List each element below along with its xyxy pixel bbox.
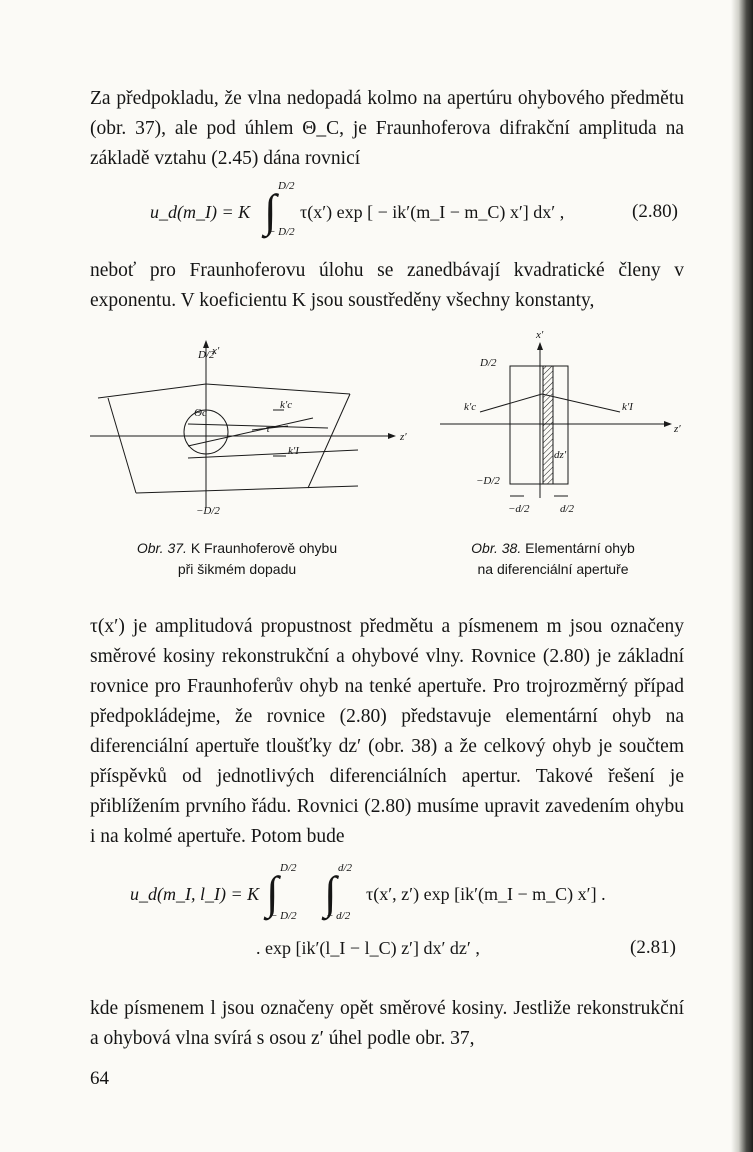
fig38-label-z: z′ bbox=[674, 423, 681, 435]
integral-sign-2: ∫ bbox=[324, 867, 337, 918]
fig38-differential-strip bbox=[543, 366, 553, 484]
figure-38-caption bbox=[418, 538, 688, 580]
paragraph-1 bbox=[90, 84, 684, 174]
integral-sign-1: ∫ bbox=[266, 867, 279, 918]
fig38-caption-line2: na diferenciální apertuře bbox=[477, 561, 629, 577]
eq-2-80-lhs: u_d(m_I) = K bbox=[150, 202, 251, 222]
figure-37 bbox=[88, 328, 418, 528]
fig37-label-top: D/2 bbox=[198, 349, 215, 361]
fig38-caption-num: Obr. 38. bbox=[471, 540, 522, 556]
eq-2-80-lower-limit: − D/2 bbox=[268, 226, 295, 238]
integral-sign: ∫ bbox=[264, 185, 277, 236]
fig38-label-dleft: −d/2 bbox=[508, 503, 530, 515]
paragraph-3-text: τ(x′) je amplitudová propustnost předmětu a písmenem m jsou označeny směrové kosiny rekonstrukční a ohybové vlny. Rovnice (2.80) je základní rovnice pro Fraunhoferův ohyb na tenké apertuře. Pro trojrozměrný případ předpokládejme, že rovnice (2.80) představuje elementární ohyb na diferenciální apertuře tloušťky dz′ (obr. 38) a že celkový ohyb je součtem příspěvků od jednotlivých diferenciálních apertur. Takové řešení je přiblížením prvního řádu. Rovnici (2.80) musíme upravit zavedením ohybu i na kolmé apertuře. Potom bude bbox=[90, 616, 684, 847]
eq-2-81-number: (2.81) bbox=[630, 937, 676, 958]
eq-2-80-integrand: τ(x′) exp [ − ik′(m_I − m_C) x′] dx′ , bbox=[300, 202, 565, 222]
fig38-caption-line1: Elementární ohyb bbox=[525, 540, 635, 556]
fig37-label-theta: Θc bbox=[194, 407, 207, 419]
fig37-label-tau: τ bbox=[266, 423, 270, 435]
fig37-caption-line1: K Fraunhoferově ohybu bbox=[190, 540, 338, 556]
fig38-label-x: x′ bbox=[536, 329, 544, 341]
eq-2-81-lower-limit-1: − D/2 bbox=[270, 910, 297, 922]
eq-2-81-lhs: u_d(m_I, l_I) = K bbox=[130, 884, 260, 904]
fig37-caption-line2: při šikmém dopadu bbox=[177, 561, 297, 577]
fig38-label-kc: k′c bbox=[464, 401, 477, 413]
fig38-label-ki: k′I bbox=[622, 401, 633, 413]
eq-2-81-upper-limit-2: d/2 bbox=[338, 862, 353, 874]
paragraph-2-text: neboť pro Fraunhoferovu úlohu se zanedbávají kvadratické členy v exponentu. V koeficientu K jsou soustředěny všechny konstanty, bbox=[90, 260, 684, 311]
equation-2-81 bbox=[130, 862, 684, 970]
fig37-label-z: z′ bbox=[400, 431, 407, 443]
fig37-label-x: x′ bbox=[212, 345, 220, 357]
eq-2-80-upper-limit: D/2 bbox=[278, 180, 295, 192]
paragraph-4 bbox=[90, 994, 684, 1054]
figure-37-caption bbox=[92, 538, 382, 580]
eq-2-81-integrand: τ(x′, z′) exp [ik′(m_I − m_C) x′] . bbox=[366, 884, 606, 904]
fig37-upper-left-ray bbox=[98, 384, 206, 398]
fig38-aperture bbox=[510, 366, 568, 484]
fig37-caption-num: Obr. 37. bbox=[136, 540, 187, 556]
eq-2-81-upper-limit-1: D/2 bbox=[280, 862, 297, 874]
figure-38 bbox=[420, 328, 690, 528]
fig38-label-dz: dz′ bbox=[554, 449, 567, 461]
fig38-label-dright: d/2 bbox=[560, 503, 575, 515]
fig37-label-bottom: −D/2 bbox=[196, 505, 220, 517]
fig38-label-top: D/2 bbox=[480, 357, 497, 369]
page-edge-shadow bbox=[731, 0, 753, 1152]
eq-2-81-lower-limit-2: − d/2 bbox=[326, 910, 351, 922]
eq-2-80-number: (2.80) bbox=[632, 201, 678, 222]
fig37-label-ki: k′I bbox=[288, 445, 299, 457]
paragraph-3 bbox=[90, 612, 684, 852]
equation-2-80 bbox=[150, 180, 684, 250]
paragraph-4-text: kde písmenem l jsou označeny opět směrové kosiny. Jestliže rekonstrukční a ohybová vlna svírá s osou z′ úhel podle obr. 37, bbox=[90, 998, 684, 1049]
paragraph-1-text: Za předpokladu, že vlna nedopadá kolmo na apertúru ohybového předmětu (obr. 37), ale pod úhlem Θ_C, je Fraunhoferova difrakční amplituda na základě vztahu (2.45) dána rovnicí bbox=[90, 88, 684, 169]
paragraph-2 bbox=[90, 256, 684, 316]
eq-2-81-line2: . exp [ik′(l_I − l_C) z′] dx′ dz′ , bbox=[256, 938, 480, 958]
fig38-label-bottom: −D/2 bbox=[476, 475, 500, 487]
page-number: 64 bbox=[90, 1068, 109, 1089]
fig37-label-kc: k′c bbox=[280, 399, 293, 411]
